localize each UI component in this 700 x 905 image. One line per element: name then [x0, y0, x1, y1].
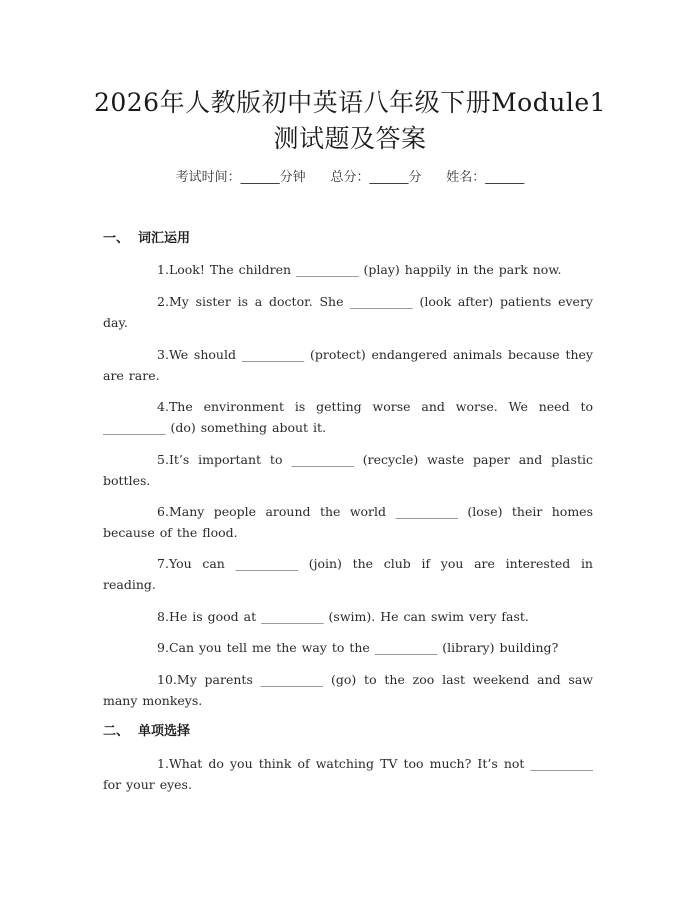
question-number: 3.: [157, 347, 169, 362]
question-text: We should __________ (protect) endangered animals because they are rare.: [103, 347, 593, 383]
question-number: 6.: [157, 504, 169, 519]
question-number: 9.: [157, 640, 169, 655]
question-text: He is good at __________ (swim). He can swim very fast.: [168, 609, 529, 624]
question-number: 10.: [157, 672, 177, 687]
question-number: 8.: [157, 609, 169, 624]
question-text: Many people around the world __________ (lose) their homes because of the flood.: [103, 504, 593, 540]
section-heading-vocabulary: 一、 词汇运用: [103, 231, 191, 246]
document-title-line-1: 2026年人教版初中英语八年级下册Module1: [93, 88, 607, 117]
question-text: The environment is getting worse and worse. We need to __________ (do) something about it.: [103, 399, 593, 435]
section-heading-multiple-choice: 二、 单项选择: [103, 724, 191, 739]
question-item: [103, 637, 593, 658]
question-item: [103, 449, 593, 491]
question-text: My parents __________ (go) to the zoo last weekend and saw many monkeys.: [103, 672, 593, 708]
question-text: My sister is a doctor. She __________ (look after) patients every day.: [103, 294, 593, 330]
exam-time-label: 考试时间：______分钟: [175, 170, 306, 185]
question-number: 5.: [157, 452, 169, 467]
question-item: [103, 259, 593, 280]
question-item: [103, 753, 593, 795]
question-text: What do you think of watching TV too much? It’s not __________ for your eyes.: [103, 756, 593, 792]
exam-meta-line: [0, 168, 700, 188]
question-number: 1.: [157, 756, 169, 771]
question-text: You can __________ (join) the club if you are interested in reading.: [103, 556, 593, 592]
question-item: [103, 396, 593, 438]
question-text: Can you tell me the way to the __________ (library) building?: [168, 640, 559, 655]
question-item: [103, 501, 593, 543]
question-number: 7.: [157, 556, 169, 571]
question-number: 1.: [157, 262, 169, 277]
question-text: It’s important to __________ (recycle) waste paper and plastic bottles.: [103, 452, 593, 488]
question-item: [103, 606, 593, 627]
question-item: [103, 291, 593, 333]
total-score-label: 总分：______分: [330, 170, 422, 185]
question-item: [103, 669, 593, 711]
question-item: [103, 553, 593, 595]
question-number: 2.: [157, 294, 169, 309]
question-item: [103, 344, 593, 386]
document-title-line-2: 测试题及答案: [273, 124, 427, 153]
question-number: 4.: [157, 399, 169, 414]
question-text: Look! The children __________ (play) happily in the park now.: [168, 262, 562, 277]
student-name-label: 姓名：______: [446, 170, 525, 185]
